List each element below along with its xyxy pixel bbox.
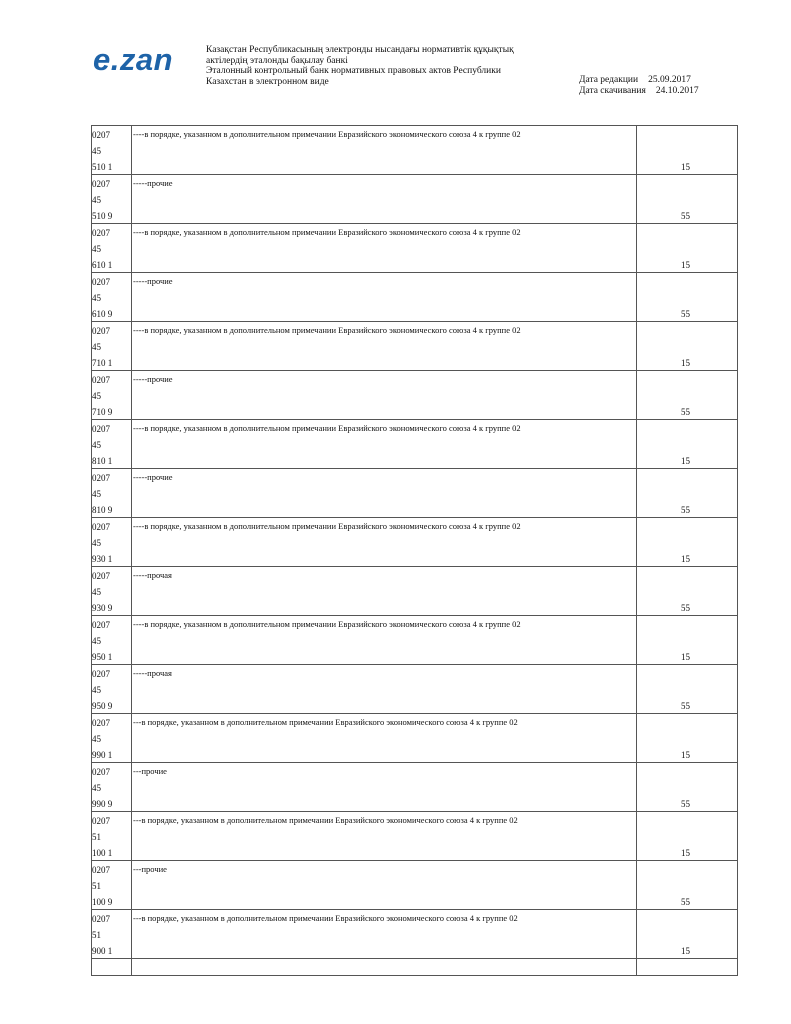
duty-rate-cell [637, 861, 737, 909]
document-dates [579, 75, 699, 97]
tariff-code-part: 51 [92, 930, 101, 940]
tariff-code-part: 810 1 [92, 456, 113, 466]
tariff-code-cell [92, 420, 132, 468]
tariff-code-part: 45 [92, 685, 101, 695]
tariff-code-part: 0207 [92, 473, 110, 483]
table-row [92, 273, 737, 322]
duty-rate-value: 15 [681, 652, 690, 662]
tariff-code-part: 100 9 [92, 897, 113, 907]
tariff-code-cell [92, 763, 132, 811]
duty-rate-cell [637, 763, 737, 811]
duty-rate-cell [637, 126, 737, 174]
edition-date-label: Дата редакции [579, 75, 639, 85]
empty-cell [637, 959, 737, 975]
tariff-code-part: 0207 [92, 914, 110, 924]
description-cell: ----в порядке, указанном в дополнительном примечании Евразийского экономического союза 4 к группе 02 [132, 420, 637, 468]
tariff-code-cell [92, 910, 132, 958]
description-cell: ----в порядке, указанном в дополнительном примечании Евразийского экономического союза 4 к группе 02 [132, 224, 637, 272]
table-row [92, 714, 737, 763]
tariff-code-part: 0207 [92, 816, 110, 826]
tariff-code-cell [92, 469, 132, 517]
duty-rate-cell [637, 812, 737, 860]
table-row [92, 175, 737, 224]
tariff-code-part: 100 1 [92, 848, 113, 858]
description-cell: ---прочие [132, 763, 637, 811]
header-line-3: Эталонный контрольный банк нормативных правовых актов Республики [206, 66, 501, 76]
tariff-code-cell [92, 273, 132, 321]
tariff-code-part: 45 [92, 440, 101, 450]
table-row [92, 469, 737, 518]
tariff-code-part: 45 [92, 293, 101, 303]
duty-rate-value: 55 [681, 211, 690, 221]
duty-rate-value: 15 [681, 260, 690, 270]
tariff-code-part: 0207 [92, 620, 110, 630]
tariff-code-cell [92, 371, 132, 419]
duty-rate-value: 15 [681, 358, 690, 368]
duty-rate-cell [637, 714, 737, 762]
description-cell: ----в порядке, указанном в дополнительном примечании Евразийского экономического союза 4 к группе 02 [132, 616, 637, 664]
tariff-code-part: 0207 [92, 865, 110, 875]
table-row [92, 371, 737, 420]
tariff-code-part: 610 9 [92, 309, 113, 319]
table-row [92, 861, 737, 910]
edition-date-value: 25.09.2017 [648, 75, 691, 85]
tariff-code-part: 0207 [92, 767, 110, 777]
tariff-code-part: 510 1 [92, 162, 113, 172]
tariff-code-part: 930 1 [92, 554, 113, 564]
duty-rate-value: 55 [681, 407, 690, 417]
tariff-code-part: 0207 [92, 179, 110, 189]
tariff-code-part: 0207 [92, 424, 110, 434]
description-cell: -----прочие [132, 371, 637, 419]
table-row [92, 126, 737, 175]
duty-rate-value: 15 [681, 750, 690, 760]
tariff-code-part: 710 1 [92, 358, 113, 368]
tariff-code-part: 45 [92, 391, 101, 401]
tariff-code-part: 0207 [92, 228, 110, 238]
tariff-code-part: 45 [92, 342, 101, 352]
empty-cell [92, 959, 132, 975]
table-row [92, 224, 737, 273]
duty-rate-cell [637, 273, 737, 321]
tariff-code-part: 0207 [92, 375, 110, 385]
download-date-label: Дата скачивания [579, 86, 646, 96]
duty-rate-cell [637, 371, 737, 419]
duty-rate-cell [637, 910, 737, 958]
duty-rate-cell [637, 224, 737, 272]
duty-rate-value: 15 [681, 946, 690, 956]
tariff-code-part: 51 [92, 832, 101, 842]
tariff-code-cell [92, 812, 132, 860]
description-cell: ----в порядке, указанном в дополнительном примечании Евразийского экономического союза 4 к группе 02 [132, 518, 637, 566]
duty-rate-value: 15 [681, 162, 690, 172]
duty-rate-value: 55 [681, 603, 690, 613]
table-row [92, 322, 737, 371]
tariff-code-part: 0207 [92, 571, 110, 581]
description-cell: ----в порядке, указанном в дополнительном примечании Евразийского экономического союза 4 к группе 02 [132, 322, 637, 370]
tariff-code-part: 45 [92, 195, 101, 205]
tariff-code-part: 0207 [92, 522, 110, 532]
description-cell: -----прочие [132, 175, 637, 223]
tariff-code-part: 45 [92, 244, 101, 254]
ezan-logo: e.zan [93, 42, 174, 77]
tariff-code-cell [92, 567, 132, 615]
tariff-table [91, 125, 738, 976]
table-row [92, 420, 737, 469]
tariff-code-part: 0207 [92, 130, 110, 140]
tariff-code-part: 45 [92, 636, 101, 646]
duty-rate-value: 15 [681, 554, 690, 564]
duty-rate-value: 15 [681, 456, 690, 466]
tariff-code-part: 0207 [92, 277, 110, 287]
tariff-code-part: 0207 [92, 669, 110, 679]
tariff-code-cell [92, 126, 132, 174]
duty-rate-value: 55 [681, 505, 690, 515]
download-date-line [579, 86, 699, 97]
duty-rate-cell [637, 175, 737, 223]
header-line-2: актілердің эталонды бақылау банкі [206, 55, 348, 66]
description-cell: ----в порядке, указанном в дополнительном примечании Евразийского экономического союза 4 к группе 02 [132, 126, 637, 174]
tariff-code-part: 900 1 [92, 946, 113, 956]
duty-rate-value: 55 [681, 309, 690, 319]
tariff-code-part: 950 1 [92, 652, 113, 662]
table-row [92, 567, 737, 616]
description-cell: ---прочие [132, 861, 637, 909]
tariff-code-part: 45 [92, 783, 101, 793]
table-row [92, 616, 737, 665]
empty-cell [132, 959, 637, 975]
description-cell: -----прочие [132, 273, 637, 321]
description-cell: ---в порядке, указанном в дополнительном примечании Евразийского экономического союза 4 к группе 02 [132, 910, 637, 958]
tariff-code-cell [92, 665, 132, 713]
duty-rate-value: 55 [681, 799, 690, 809]
duty-rate-cell [637, 518, 737, 566]
duty-rate-cell [637, 322, 737, 370]
tariff-code-part: 610 1 [92, 260, 113, 270]
description-cell: -----прочая [132, 665, 637, 713]
tariff-code-part: 510 9 [92, 211, 113, 221]
tariff-code-part: 950 9 [92, 701, 113, 711]
header-line-1: Казақстан Республикасының электронды нысандағы нормативтік құқықтық [206, 45, 514, 55]
table-row [92, 812, 737, 861]
tariff-code-part: 51 [92, 881, 101, 891]
tariff-code-part: 990 9 [92, 799, 113, 809]
header-line-4: Казахстан в электронном виде [206, 76, 329, 87]
tariff-code-cell [92, 175, 132, 223]
duty-rate-cell [637, 616, 737, 664]
tariff-code-cell [92, 616, 132, 664]
download-date-value: 24.10.2017 [655, 86, 699, 96]
tariff-code-part: 710 9 [92, 407, 113, 417]
tariff-code-cell [92, 322, 132, 370]
tariff-code-cell [92, 518, 132, 566]
duty-rate-cell [637, 420, 737, 468]
tariff-code-part: 0207 [92, 326, 110, 336]
duty-rate-value: 55 [681, 701, 690, 711]
document-source-header [206, 45, 566, 87]
description-cell: ---в порядке, указанном в дополнительном примечании Евразийского экономического союза 4 к группе 02 [132, 812, 637, 860]
table-row [92, 763, 737, 812]
tariff-code-cell [92, 714, 132, 762]
tariff-code-part: 930 9 [92, 603, 113, 613]
edition-date-line [579, 75, 699, 86]
table-row [92, 665, 737, 714]
tariff-code-part: 45 [92, 587, 101, 597]
tariff-code-part: 45 [92, 489, 101, 499]
description-cell: ---в порядке, указанном в дополнительном примечании Евразийского экономического союза 4 к группе 02 [132, 714, 637, 762]
description-cell: -----прочая [132, 567, 637, 615]
tariff-code-part: 45 [92, 146, 101, 156]
duty-rate-value: 55 [681, 897, 690, 907]
tariff-code-part: 810 9 [92, 505, 113, 515]
tariff-code-part: 45 [92, 734, 101, 744]
tariff-code-cell [92, 224, 132, 272]
duty-rate-cell [637, 469, 737, 517]
table-row [92, 518, 737, 567]
duty-rate-cell [637, 665, 737, 713]
tariff-code-part: 990 1 [92, 750, 113, 760]
tariff-code-cell [92, 861, 132, 909]
duty-rate-cell [637, 567, 737, 615]
tariff-code-part: 0207 [92, 718, 110, 728]
tariff-code-part: 45 [92, 538, 101, 548]
duty-rate-value: 15 [681, 848, 690, 858]
description-cell: -----прочие [132, 469, 637, 517]
empty-table-row [92, 959, 737, 976]
table-row [92, 910, 737, 959]
